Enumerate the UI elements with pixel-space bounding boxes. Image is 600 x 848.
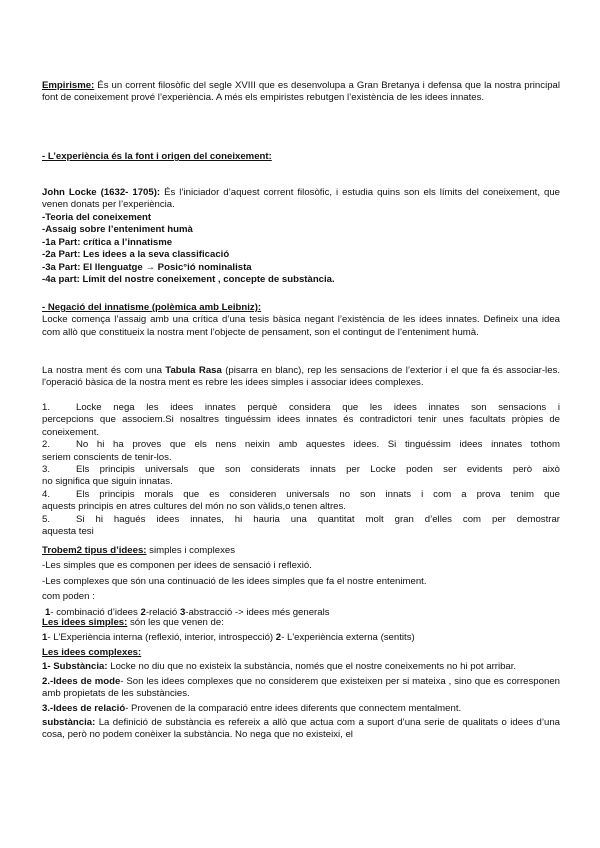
negation-text: Locke comença l’assaig amb una crítica d’una tesis bàsica negant l’existència de les idees innates. Defineix una idea com allò que constitueix la nostra ment l’objecte de pensament, son el contingut de l’enteniment humà. — [42, 314, 560, 338]
empirisme-term: Empirisme: — [42, 80, 95, 91]
outline-item: -2a Part: Les idees a la seva classificació — [42, 249, 230, 261]
empirisme-paragraph — [42, 80, 560, 105]
types-heading: Trobem2 tipus d’idees: — [42, 545, 147, 556]
tabula-paragraph: La nostra ment és com una Tabula Rasa (pisarra en blanc), rep les sensacions de l’exterior i el que fa és associar-les. l'operació bàsica de la nostra ment es rebre les idees simples i associar idees complexes. — [42, 365, 560, 389]
negation-section — [42, 302, 560, 339]
locke-name: John Locke (1632- 1705): — [42, 187, 161, 198]
locke-outline — [42, 212, 560, 286]
complex-heading: Les idees complexes: — [42, 647, 142, 658]
locke-text: És l’iniciador d’aquest corrent filosòfic, i estudia quins son els límits del coneixement, que venen donats per l’experiència. — [42, 187, 560, 211]
section-heading-experience: - L’experiència és la font i origen del coneixement: — [42, 151, 272, 162]
locke-paragraph — [42, 187, 560, 212]
outline-item: -Assaig sobre l’enteniment humà — [42, 224, 193, 236]
outline-item: -4a part: Límit del nostre coneixement , concepte de substància. — [42, 274, 335, 286]
list-item: 2. No hi ha proves que els nens neixin amb aquestes idees. Si tinguéssim idees innates tothom seriem conscients de tenir-los. — [42, 439, 560, 463]
points-list — [42, 402, 560, 538]
list-item: 3. Els principis universals que son considerats innats per Locke poden ser evidents però això no significa que siguin innatas. — [42, 464, 560, 488]
outline-item: -1a Part: crítica a l’innatisme — [42, 236, 173, 248]
negation-heading: - Negació del innatisme (polèmica amb Leibniz): — [42, 302, 262, 313]
list-item: 5. Si hi hagués idees innates, hi hauria una quantitat molt gran d’elles com per demostrar aquesta tesi — [42, 513, 560, 538]
simple-heading: Les idees simples: — [42, 617, 128, 628]
complex-ideas-section: Les idees complexes: 1- Substància: Locke no diu que no existeix la substància, només que el nostre coneixements no hi pot arribar. 2.-Idees de mode- Son les idees complexes que no considerem que existeixen per si mateixa , sino que es corresponen amb propietats de les substàncies. 3.-Idees de relació- Provenen de la comparació entre idees diferents que connectem mentalment. substància: La definició de substància es refereix a allò que actua com a suport d’una serie de qualitats o idees d’una cosa, però no podem conèixer la substància. No nega que no existeixi, el — [42, 647, 560, 741]
outline-item: -3a Part: El llenguatge → Posic°ió nominalista — [42, 261, 252, 273]
outline-item: -Teoria del coneixement — [42, 212, 152, 223]
types-section: Trobem2 tipus d’idees: simples i complexes -Les simples que es componen per idees de sensació i reflexió. -Les complexes que són una continuació de les idees simples que fa el nostre enteniment. com poden : 1- combinació d’idees 2-relació 3-abstracció -> idees més generals — [42, 545, 427, 618]
empirisme-text: És un corrent filosòfic del segle XVIII que es desenvolupa a Gran Bretanya i defensa que la nostra principal font de coneixement prové l’experiència. A més els empiristes rebutgen l’existència de les idees innates. — [42, 80, 560, 104]
list-item: 4. Els principis morals que es consideren universals no son innats i com a prova tenim que aquests principis en atres cultures del món no son vàlids,o tenen altres. — [42, 488, 560, 513]
list-item: 1. Locke nega les idees innates perquè considera que les idees innates son sensacions i percepcions que associem.Si nosaltres tinguéssim idees innates és contradictori tenir unes facultats pròpies de coneixement. — [42, 402, 560, 438]
tabula-rasa-term: Tabula Rasa — [165, 365, 222, 376]
simple-ideas-section: Les idees simples: són les que venen de: 1- L'Experiència interna (reflexió, interior, introspecció) 2- L'experiència externa (sentits) — [42, 617, 415, 644]
